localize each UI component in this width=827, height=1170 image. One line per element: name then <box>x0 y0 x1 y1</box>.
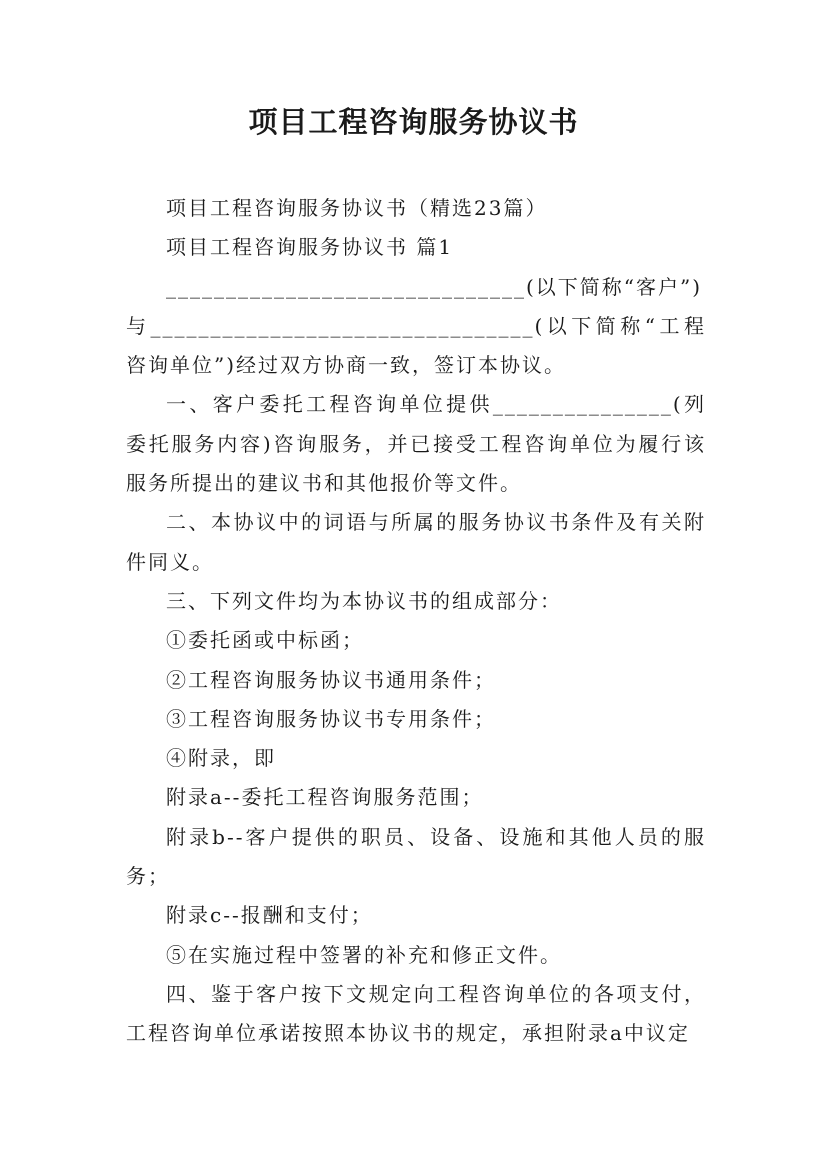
list-item-4: ④附录，即 <box>166 746 276 771</box>
paragraph-clause-4: 四、鉴于客户按下文规定向工程咨询单位的各项支付，工程咨询单位承诺按照本协议书的规定，承担附录a中议定 <box>126 981 706 1046</box>
appendix-c: 附录c--报酬和支付； <box>166 903 373 928</box>
list-item-2: ②工程咨询服务协议书通用条件； <box>166 667 496 692</box>
paragraph-section-heading: 项目工程咨询服务协议书 篇1 <box>166 235 454 260</box>
paragraph-clause-1: 一、客户委托工程咨询单位提供_______________(列委托服务内容)咨询服务，并已接受工程咨询单位为履行该服务所提出的建议书和其他报价等文件。 <box>126 392 706 496</box>
paragraph-client-blank: ______________________________(以下简称“客户”) <box>166 274 703 299</box>
paragraph-clause-3: 三、下列文件均为本协议书的组成部分： <box>166 588 562 613</box>
list-item-5: ⑤在实施过程中签署的补充和修正文件。 <box>166 942 562 967</box>
appendix-a: 附录a--委托工程咨询服务范围； <box>166 785 484 810</box>
paragraph-clause-2: 二、本协议中的词语与所属的服务协议书条件及有关附件同义。 <box>126 510 706 574</box>
appendix-b: 附录b--客户提供的职员、设备、设施和其他人员的服务； <box>126 824 706 889</box>
paragraph-consultant-blank: 与________________________________(以下简称“工程咨询单位”)经过双方协商一致，签订本协议。 <box>126 313 706 378</box>
document-body <box>126 189 706 1054</box>
document-title: 项目工程咨询服务协议书 <box>248 105 579 139</box>
paragraph-subtitle: 项目工程咨询服务协议书（精选23篇） <box>166 196 548 220</box>
list-item-3: ③工程咨询服务协议书专用条件； <box>166 706 496 731</box>
list-item-1: ①委托函或中标函； <box>166 628 364 653</box>
